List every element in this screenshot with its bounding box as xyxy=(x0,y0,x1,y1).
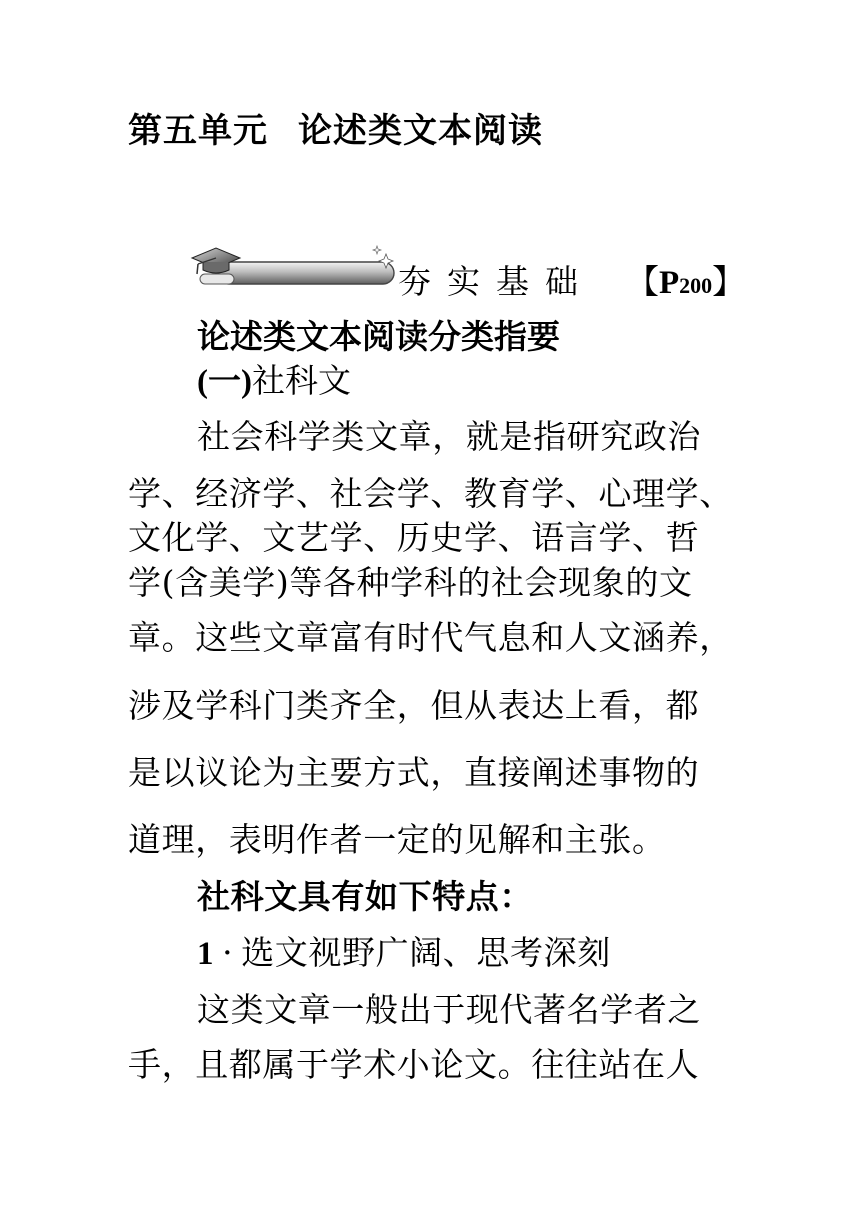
paragraph-line: 涉及学科门类齐全，但从表达上看，都 xyxy=(128,686,700,725)
paragraph-line: 社会科学类文章，就是指研究政治 xyxy=(197,417,701,456)
page-ref-number: 200 xyxy=(679,273,713,298)
paragraph-line: 道理，表明作者一定的见解和主张。 xyxy=(128,820,666,859)
section-name: 夯实基础 xyxy=(398,262,594,301)
page-reference xyxy=(626,256,745,303)
paragraph-line: 是以议论为主要方式，直接阐述事物的 xyxy=(128,753,700,792)
feature-separator: · xyxy=(222,933,234,972)
features-heading: 社科文具有如下特点： xyxy=(197,877,533,916)
paragraph-line: 手，且都属于学术小论文。往往站在人 xyxy=(128,1045,700,1084)
feature-item-title xyxy=(197,927,611,974)
paragraph-line: 学、经济学、社会学、教育学、心理学、 xyxy=(128,474,733,513)
subsection-name: 社科文 xyxy=(251,361,351,400)
feature-text: 选文视野广阔、思考深刻 xyxy=(241,933,611,972)
subsection-title xyxy=(197,355,351,402)
page-ref-close: 】 xyxy=(712,262,746,301)
section-banner-graphic xyxy=(190,244,400,296)
graduation-cap-icon xyxy=(190,244,400,296)
paragraph-line: 学(含美学)等各种学科的社会现象的文 xyxy=(128,563,693,602)
page-ref-open: 【 xyxy=(626,262,659,301)
paragraph-line: 这类文章一般出于现代著名学者之 xyxy=(197,990,701,1029)
paragraph-line: 章。这些文章富有时代气息和人文涵养， xyxy=(128,618,733,657)
feature-number: 1 xyxy=(197,936,215,972)
section-heading: 论述类文本阅读分类指要 xyxy=(197,317,560,356)
unit-topic: 论述类文本阅读 xyxy=(298,111,543,151)
paragraph-line: 文化学、文艺学、历史学、语言学、哲 xyxy=(128,518,700,557)
subsection-marker: (一) xyxy=(197,364,252,400)
unit-number: 第五单元 xyxy=(128,111,268,151)
page-ref-letter: P xyxy=(659,265,680,301)
unit-title xyxy=(128,103,543,152)
